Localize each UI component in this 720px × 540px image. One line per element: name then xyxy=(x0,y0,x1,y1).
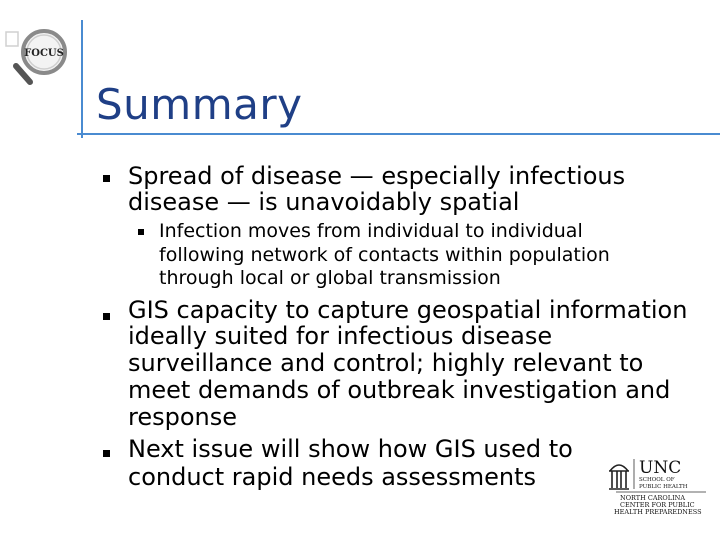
bullet-2-line-4: meet demands of outbreak investigation and xyxy=(128,376,671,404)
unc-center-line-1: NORTH CAROLINA xyxy=(620,494,686,502)
bullet-1-line-2: disease — is unavoidably spatial xyxy=(128,188,520,216)
sub-bullet-line-2: following network of contacts within population xyxy=(159,244,610,266)
bullet-2-line-1: GIS capacity to capture geospatial information xyxy=(128,296,688,324)
bullet-2-line-3: surveillance and control; highly relevant to xyxy=(128,349,644,377)
focus-logo-text: FOCUS xyxy=(24,48,64,59)
bullet-1-line-1: Spread of disease — especially infectious xyxy=(128,162,626,190)
title-underline xyxy=(77,133,720,135)
logo-mark xyxy=(6,32,18,46)
bullet-square-icon xyxy=(103,450,110,457)
unc-center-line-2: CENTER FOR PUBLIC xyxy=(620,501,695,509)
focus-logo xyxy=(2,26,84,98)
slide-title: Summary xyxy=(96,80,303,129)
bullet-2-line-5: response xyxy=(128,403,238,431)
old-well-icon xyxy=(609,465,629,489)
unc-logo xyxy=(606,455,710,517)
bullet-3-line-2: conduct rapid needs assessments xyxy=(128,463,536,491)
unc-wordmark: UNC xyxy=(639,458,682,478)
unc-center-line-3: HEALTH PREPAREDNESS xyxy=(614,508,702,516)
bullet-square-icon xyxy=(103,313,110,320)
sub-bullet-line-1: Infection moves from individual to individual xyxy=(159,220,583,242)
bullet-2-line-2: ideally suited for infectious disease xyxy=(128,322,553,350)
unc-school-line-1: SCHOOL OF xyxy=(639,477,675,483)
unc-school-line-2: PUBLIC HEALTH xyxy=(639,484,688,490)
bullet-square-icon xyxy=(103,175,110,182)
sub-bullet-square-icon xyxy=(138,229,144,235)
bullet-3-line-1: Next issue will show how GIS used to xyxy=(128,435,573,463)
sub-bullet-line-3: through local or global transmission xyxy=(159,267,501,289)
